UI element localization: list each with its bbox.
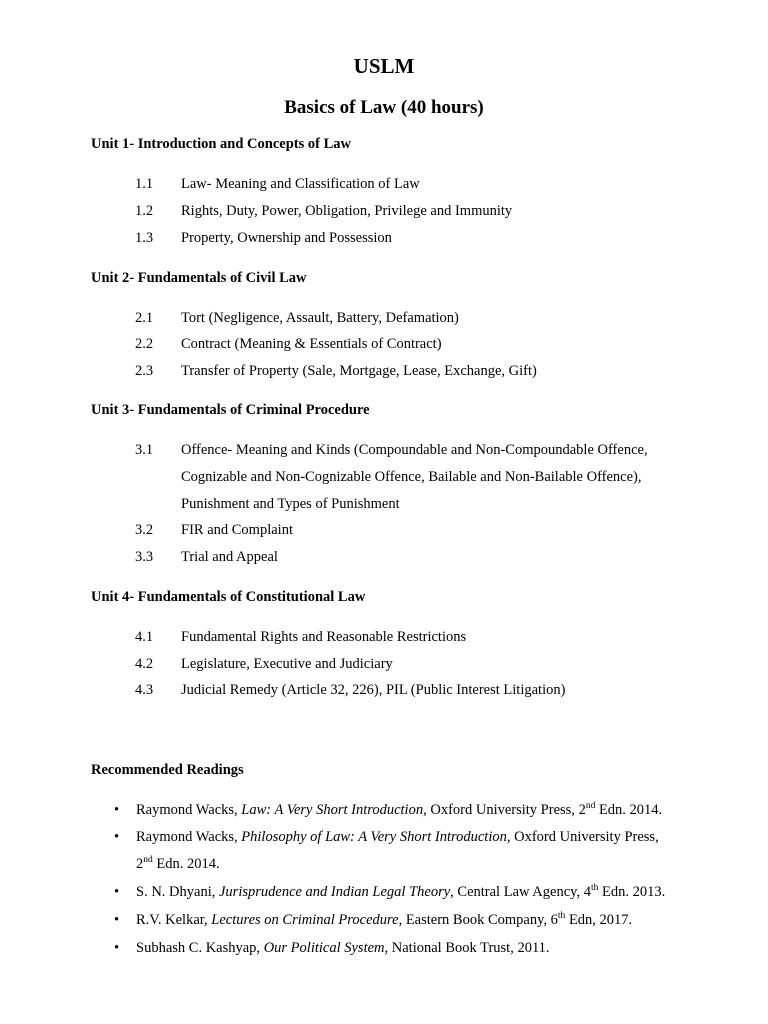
reading-edition-year: Edn. 2013. xyxy=(598,884,666,900)
unit-4-item-1-text: Fundamental Rights and Reasonable Restrictions xyxy=(181,629,467,645)
reading-item-3 xyxy=(136,884,665,901)
reading-publisher: , Oxford University Press, xyxy=(506,829,659,845)
unit-1-item-1-text: Law- Meaning and Classification of Law xyxy=(181,176,420,192)
unit-1-item-2-number: 1.2 xyxy=(135,203,154,219)
reading-edition-suffix: th xyxy=(557,911,566,922)
reading-item-2-line-1 xyxy=(136,829,659,846)
reading-book-title: Philosophy of Law: A Very Short Introduction xyxy=(241,829,507,845)
unit-3-item-2-number: 3.2 xyxy=(135,522,154,538)
document-title: USLM xyxy=(353,54,415,78)
reading-edition-suffix: nd xyxy=(143,855,153,866)
reading-edition-number: 2 xyxy=(136,856,144,872)
reading-author: Raymond Wacks, xyxy=(136,829,242,845)
unit-1-item-3-number: 1.3 xyxy=(135,230,154,246)
document-subtitle: Basics of Law (40 hours) xyxy=(284,97,484,118)
reading-item-4 xyxy=(136,912,632,929)
reading-edition-suffix: th xyxy=(590,883,599,894)
readings-heading: Recommended Readings xyxy=(91,762,244,778)
unit-3-item-2-text: FIR and Complaint xyxy=(181,522,293,538)
reading-book-title: Our Political System, xyxy=(263,940,389,956)
reading-author: Raymond Wacks, xyxy=(136,802,242,818)
unit-3-item-1-text-line-1: Offence- Meaning and Kinds (Compoundable and Non-Compoundable Offence, xyxy=(181,442,648,458)
reading-publisher: National Book Trust, 2011. xyxy=(388,940,550,956)
unit-2-item-2-text: Contract (Meaning & Essentials of Contract) xyxy=(181,336,442,352)
unit-2-heading: Unit 2- Fundamentals of Civil Law xyxy=(91,270,307,286)
reading-author: Subhash C. Kashyap, xyxy=(136,940,264,956)
reading-author: R.V. Kelkar, xyxy=(136,912,212,928)
unit-1-item-1-number: 1.1 xyxy=(135,176,154,192)
reading-item-2-line-2 xyxy=(136,856,220,873)
reading-edition-number: 4 xyxy=(583,884,591,900)
bullet-icon: • xyxy=(114,940,120,956)
unit-3-heading: Unit 3- Fundamentals of Criminal Procedure xyxy=(91,402,370,418)
reading-edition-year: Edn, 2017. xyxy=(565,912,633,928)
unit-4-heading: Unit 4- Fundamentals of Constitutional Law xyxy=(91,589,366,605)
unit-3-item-3-number: 3.3 xyxy=(135,549,154,565)
unit-1-item-3-text: Property, Ownership and Possession xyxy=(181,230,392,246)
reading-item-5 xyxy=(136,940,550,957)
unit-2-item-1-text: Tort (Negligence, Assault, Battery, Defamation) xyxy=(181,310,459,326)
unit-4-item-3-text: Judicial Remedy (Article 32, 226), PIL (Public Interest Litigation) xyxy=(181,682,566,698)
reading-edition-year: Edn. 2014. xyxy=(152,856,220,872)
reading-author: S. N. Dhyani, xyxy=(136,884,219,900)
bullet-icon: • xyxy=(114,802,120,818)
reading-item-1 xyxy=(136,802,662,819)
bullet-icon: • xyxy=(114,884,120,900)
unit-4-item-1-number: 4.1 xyxy=(135,629,154,645)
reading-edition-number: 2 xyxy=(578,802,586,818)
unit-3-item-1-text-line-3: Punishment and Types of Punishment xyxy=(181,496,400,512)
reading-publisher: Oxford University Press, xyxy=(426,802,579,818)
bullet-icon: • xyxy=(114,829,120,845)
unit-4-item-2-text: Legislature, Executive and Judiciary xyxy=(181,656,393,672)
unit-2-item-1-number: 2.1 xyxy=(135,310,154,326)
reading-book-title: Jurisprudence and Indian Legal Theory xyxy=(218,884,451,900)
bullet-icon: • xyxy=(114,912,120,928)
unit-3-item-1-text-line-2: Cognizable and Non-Cognizable Offence, Bailable and Non-Bailable Offence), xyxy=(181,469,642,485)
unit-2-item-3-text: Transfer of Property (Sale, Mortgage, Lease, Exchange, Gift) xyxy=(181,363,537,379)
unit-3-item-3-text: Trial and Appeal xyxy=(181,549,278,565)
unit-2-item-2-number: 2.2 xyxy=(135,336,154,352)
reading-book-title: Lectures on Criminal Procedure xyxy=(211,912,399,928)
reading-publisher: , Central Law Agency, xyxy=(450,884,584,900)
unit-3-item-1-number: 3.1 xyxy=(135,442,154,458)
unit-2-item-3-number: 2.3 xyxy=(135,363,154,379)
reading-edition-number: 6 xyxy=(550,912,558,928)
unit-1-heading: Unit 1- Introduction and Concepts of Law xyxy=(91,136,351,152)
reading-edition-year: Edn. 2014. xyxy=(595,802,663,818)
reading-edition-suffix: nd xyxy=(585,801,596,812)
unit-1-item-2-text: Rights, Duty, Power, Obligation, Privilege and Immunity xyxy=(181,203,513,219)
reading-book-title: Law: A Very Short Introduction, xyxy=(241,802,427,818)
unit-4-item-2-number: 4.2 xyxy=(135,656,154,672)
unit-4-item-3-number: 4.3 xyxy=(135,682,154,698)
reading-publisher: , Eastern Book Company, xyxy=(398,912,551,928)
